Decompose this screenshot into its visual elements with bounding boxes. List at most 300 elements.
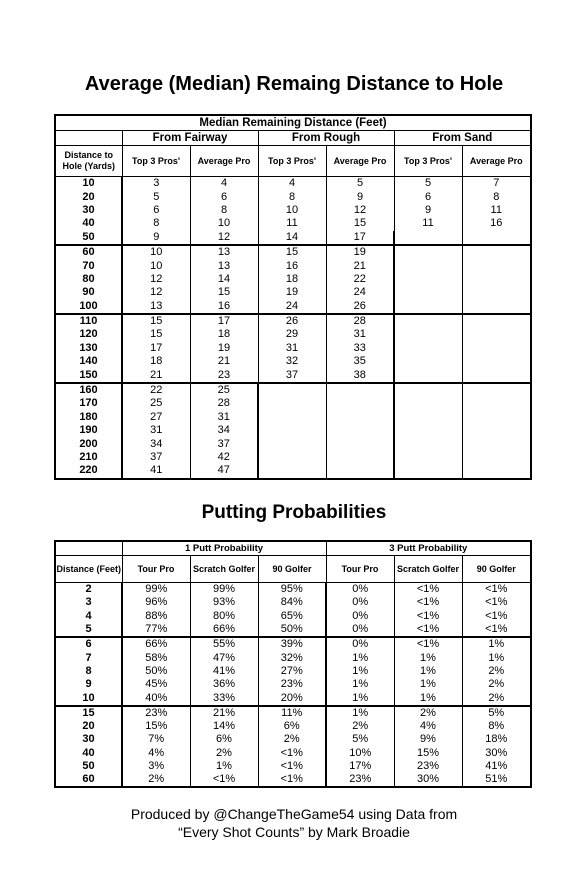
table-cell xyxy=(394,424,462,437)
table-cell: 50% xyxy=(258,623,326,637)
table-cell xyxy=(394,451,462,464)
table-cell: 38 xyxy=(326,368,394,382)
table-cell: 10 xyxy=(122,259,190,272)
table-cell: 1% xyxy=(326,691,394,705)
table-cell: 1% xyxy=(326,651,394,664)
distance-title: Average (Median) Remaing Distance to Hole xyxy=(84,73,504,95)
table-cell xyxy=(394,397,462,410)
table-cell: 18 xyxy=(122,355,190,368)
table-cell: <1% xyxy=(462,596,531,609)
footer-line-2: “Every Shot Counts” by Mark Broadie xyxy=(178,824,410,840)
col-header: Average Pro xyxy=(190,146,258,177)
table-row xyxy=(55,665,531,678)
table-cell: 27% xyxy=(258,665,326,678)
row-label: 100 xyxy=(55,300,122,314)
table-cell: 8 xyxy=(122,217,190,230)
table-cell xyxy=(462,245,531,259)
table-cell: 15% xyxy=(394,747,462,760)
table-cell xyxy=(462,314,531,328)
table-cell xyxy=(462,342,531,355)
table-cell: 66% xyxy=(190,623,258,637)
row-label: 80 xyxy=(55,273,122,286)
table-cell: 12 xyxy=(122,286,190,299)
row-label: 8 xyxy=(55,665,122,678)
row-label: 70 xyxy=(55,259,122,272)
group-sand: From Sand xyxy=(394,131,531,146)
group-rough: From Rough xyxy=(258,131,394,146)
table-cell: 8 xyxy=(190,204,258,217)
table-cell: 32 xyxy=(258,355,326,368)
row-label: 4 xyxy=(55,610,122,623)
col-header: Scratch Golfer xyxy=(394,556,462,583)
row-label: 150 xyxy=(55,368,122,382)
table-cell: 33% xyxy=(190,691,258,705)
table-cell: 2% xyxy=(462,665,531,678)
table-cell: 5% xyxy=(462,706,531,720)
row-label: 2 xyxy=(55,583,122,597)
putting-probability-table xyxy=(54,540,532,788)
table-cell: 6% xyxy=(258,720,326,733)
table-cell: 30% xyxy=(462,747,531,760)
table-cell: 35 xyxy=(326,355,394,368)
table-cell xyxy=(462,368,531,382)
table-cell: 2% xyxy=(326,720,394,733)
row-label: 110 xyxy=(55,314,122,328)
table-cell: 37 xyxy=(258,368,326,382)
table-cell: 0% xyxy=(326,637,394,651)
table-cell xyxy=(394,464,462,478)
table-cell: 10 xyxy=(190,217,258,230)
table-row xyxy=(55,328,531,341)
table-cell: 96% xyxy=(122,596,190,609)
table-cell: 88% xyxy=(122,610,190,623)
table-row xyxy=(55,760,531,773)
table-row xyxy=(55,691,531,705)
table-cell xyxy=(462,273,531,286)
table-cell xyxy=(258,424,326,437)
table-cell: 29 xyxy=(258,328,326,341)
group-3-putt: 3 Putt Probability xyxy=(326,541,531,556)
table-cell xyxy=(258,437,326,450)
row-label: 30 xyxy=(55,204,122,217)
table-cell: 9% xyxy=(394,733,462,746)
table-cell: 55% xyxy=(190,637,258,651)
table-cell: 18% xyxy=(462,733,531,746)
table-row xyxy=(55,411,531,424)
table-row xyxy=(55,464,531,478)
table-cell xyxy=(462,300,531,314)
table-cell: 32% xyxy=(258,651,326,664)
table-cell xyxy=(394,245,462,259)
row-label: 20 xyxy=(55,720,122,733)
table-cell xyxy=(394,342,462,355)
table-cell: <1% xyxy=(258,760,326,773)
table-cell: 15% xyxy=(122,720,190,733)
table-cell: 1% xyxy=(462,651,531,664)
row-label: 6 xyxy=(55,637,122,651)
table-cell: 8 xyxy=(462,190,531,203)
table-cell: 26 xyxy=(326,300,394,314)
table-row xyxy=(55,437,531,450)
table-cell: 14 xyxy=(190,273,258,286)
table-cell: 11 xyxy=(394,217,462,230)
table-row xyxy=(55,245,531,259)
row-label: 180 xyxy=(55,411,122,424)
table-cell: 31 xyxy=(258,342,326,355)
table-cell: 10% xyxy=(326,747,394,760)
table-cell xyxy=(462,464,531,478)
table-cell xyxy=(258,451,326,464)
table-cell: 12 xyxy=(190,231,258,245)
table-cell: 6 xyxy=(190,190,258,203)
row-label: 50 xyxy=(55,231,122,245)
table-cell: 2% xyxy=(462,678,531,691)
table-cell: 15 xyxy=(326,217,394,230)
table-cell: 21 xyxy=(326,259,394,272)
table-cell xyxy=(394,368,462,382)
table-cell: 9 xyxy=(326,190,394,203)
footer-credit xyxy=(0,805,588,841)
table-cell: 40% xyxy=(122,691,190,705)
table-cell xyxy=(326,464,394,478)
table-cell: 1% xyxy=(326,678,394,691)
table-cell: 1% xyxy=(394,691,462,705)
table-cell: 17 xyxy=(122,342,190,355)
table-cell: 2% xyxy=(122,773,190,787)
table-cell: 17 xyxy=(190,314,258,328)
putting-title: Putting Probabilities xyxy=(201,502,387,523)
col-header: Top 3 Pros' xyxy=(394,146,462,177)
table-cell: 9 xyxy=(122,231,190,245)
table-cell: 3% xyxy=(122,760,190,773)
table-cell xyxy=(258,397,326,410)
table-cell: 22 xyxy=(122,383,190,397)
table-cell xyxy=(394,437,462,450)
footer-line-1: Produced by @ChangeTheGame54 using Data from xyxy=(130,806,458,822)
table-cell: 80% xyxy=(190,610,258,623)
row-label: 5 xyxy=(55,623,122,637)
table-cell: 18 xyxy=(190,328,258,341)
table-cell: 5 xyxy=(122,190,190,203)
row-label: 60 xyxy=(55,773,122,787)
table-row xyxy=(55,706,531,720)
table-cell: 47% xyxy=(190,651,258,664)
table-cell: 23% xyxy=(394,760,462,773)
table-cell: 13 xyxy=(190,259,258,272)
table-cell xyxy=(394,314,462,328)
table-row xyxy=(55,300,531,314)
table-cell: 23% xyxy=(326,773,394,787)
table-cell: 47 xyxy=(190,464,258,478)
row-label: 60 xyxy=(55,245,122,259)
table-row xyxy=(55,651,531,664)
table-cell: 13 xyxy=(122,300,190,314)
row-label: 10 xyxy=(55,177,122,191)
table-cell xyxy=(258,383,326,397)
table-cell: 42 xyxy=(190,451,258,464)
remaining-distance-table xyxy=(54,114,532,480)
table-cell: 5% xyxy=(326,733,394,746)
table-cell: <1% xyxy=(258,773,326,787)
table-cell: 12 xyxy=(122,273,190,286)
table-cell xyxy=(394,286,462,299)
table-cell: <1% xyxy=(190,773,258,787)
table-cell xyxy=(394,273,462,286)
table-cell xyxy=(462,411,531,424)
table-row xyxy=(55,747,531,760)
blank-corner xyxy=(55,541,122,556)
table-cell: 1% xyxy=(394,678,462,691)
table-cell: 39% xyxy=(258,637,326,651)
table-cell: 50% xyxy=(122,665,190,678)
table-cell xyxy=(394,300,462,314)
table-cell: 65% xyxy=(258,610,326,623)
table-cell xyxy=(462,259,531,272)
table-cell: 19 xyxy=(258,286,326,299)
table-cell: 99% xyxy=(190,583,258,597)
table-cell: 0% xyxy=(326,583,394,597)
table-row xyxy=(55,733,531,746)
table-cell: 23% xyxy=(258,678,326,691)
table-cell: 77% xyxy=(122,623,190,637)
table-cell xyxy=(394,328,462,341)
table-cell: 11 xyxy=(462,204,531,217)
row-label: 120 xyxy=(55,328,122,341)
col-header: Tour Pro xyxy=(122,556,190,583)
table-cell: 41% xyxy=(462,760,531,773)
table-cell: 1% xyxy=(394,665,462,678)
table-cell xyxy=(394,383,462,397)
row-label-header: Distance (Feet) xyxy=(55,556,122,583)
col-header: Average Pro xyxy=(462,146,531,177)
table-cell: 4 xyxy=(190,177,258,191)
table-cell: 13 xyxy=(190,245,258,259)
row-label: 3 xyxy=(55,596,122,609)
table-cell: 21% xyxy=(190,706,258,720)
table-cell: 18 xyxy=(258,273,326,286)
table-row xyxy=(55,424,531,437)
table-cell: 2% xyxy=(190,747,258,760)
table-cell: 25 xyxy=(190,383,258,397)
table-row xyxy=(55,355,531,368)
table-row xyxy=(55,678,531,691)
table-row xyxy=(55,637,531,651)
table-row xyxy=(55,610,531,623)
group-fairway: From Fairway xyxy=(122,131,258,146)
row-label: 30 xyxy=(55,733,122,746)
table-cell xyxy=(462,397,531,410)
table-cell: 66% xyxy=(122,637,190,651)
table-row xyxy=(55,583,531,597)
table-row xyxy=(55,177,531,191)
table-cell: 8% xyxy=(462,720,531,733)
row-label-header: Distance to Hole (Yards) xyxy=(55,146,122,177)
table-row xyxy=(55,451,531,464)
col-header: 90 Golfer xyxy=(462,556,531,583)
table-cell: 99% xyxy=(122,583,190,597)
table-cell: 19 xyxy=(190,342,258,355)
table-cell: 26 xyxy=(258,314,326,328)
col-header: 90 Golfer xyxy=(258,556,326,583)
table-cell: 4% xyxy=(394,720,462,733)
table-cell xyxy=(462,383,531,397)
table-cell: 37 xyxy=(122,451,190,464)
table-row xyxy=(55,596,531,609)
table-row xyxy=(55,397,531,410)
row-label: 190 xyxy=(55,424,122,437)
table-cell: 10 xyxy=(122,245,190,259)
table-cell: 2% xyxy=(394,706,462,720)
table-cell: 17 xyxy=(326,231,394,245)
table-cell: 15 xyxy=(122,328,190,341)
table-row xyxy=(55,720,531,733)
table-cell xyxy=(258,464,326,478)
table-cell xyxy=(326,397,394,410)
table-cell: 8 xyxy=(258,190,326,203)
col-header: Scratch Golfer xyxy=(190,556,258,583)
table-cell: 1% xyxy=(462,637,531,651)
table-cell: 93% xyxy=(190,596,258,609)
table-row xyxy=(55,342,531,355)
table-cell: 23 xyxy=(190,368,258,382)
table-row xyxy=(55,217,531,230)
table-cell: 0% xyxy=(326,623,394,637)
table-cell: 23% xyxy=(122,706,190,720)
table-cell: <1% xyxy=(394,637,462,651)
table-cell xyxy=(462,231,531,245)
table-row xyxy=(55,231,531,245)
table-cell xyxy=(394,411,462,424)
row-label: 50 xyxy=(55,760,122,773)
table-cell: 36% xyxy=(190,678,258,691)
table-cell: 14 xyxy=(258,231,326,245)
table-cell: <1% xyxy=(258,747,326,760)
table-cell: <1% xyxy=(394,610,462,623)
table-cell: 0% xyxy=(326,596,394,609)
table-cell: 16 xyxy=(190,300,258,314)
table-row xyxy=(55,623,531,637)
table-cell: 2% xyxy=(258,733,326,746)
table-cell: 28 xyxy=(190,397,258,410)
table-cell: 51% xyxy=(462,773,531,787)
table-cell: 17% xyxy=(326,760,394,773)
table-cell: 1% xyxy=(190,760,258,773)
row-label: 220 xyxy=(55,464,122,478)
table-cell: 16 xyxy=(258,259,326,272)
row-label: 140 xyxy=(55,355,122,368)
table-cell: 28 xyxy=(326,314,394,328)
table-cell: 31 xyxy=(326,328,394,341)
table-cell: 4% xyxy=(122,747,190,760)
row-label: 15 xyxy=(55,706,122,720)
table-row xyxy=(55,286,531,299)
table-cell: 34 xyxy=(122,437,190,450)
table-row xyxy=(55,273,531,286)
table-cell: 31 xyxy=(122,424,190,437)
row-label: 90 xyxy=(55,286,122,299)
table-row xyxy=(55,383,531,397)
col-header: Top 3 Pros' xyxy=(258,146,326,177)
group-1-putt: 1 Putt Probability xyxy=(122,541,326,556)
table-cell: 9 xyxy=(394,204,462,217)
table-cell xyxy=(462,355,531,368)
table-row xyxy=(55,190,531,203)
table-cell: 31 xyxy=(190,411,258,424)
table-cell: 5 xyxy=(326,177,394,191)
table-cell xyxy=(326,424,394,437)
table-cell: 21 xyxy=(190,355,258,368)
table-cell: 15 xyxy=(122,314,190,328)
table-cell: 12 xyxy=(326,204,394,217)
table-cell xyxy=(462,424,531,437)
col-header: Top 3 Pros' xyxy=(122,146,190,177)
table-cell xyxy=(462,328,531,341)
table-cell: <1% xyxy=(462,583,531,597)
table-cell xyxy=(394,231,462,245)
table-cell: 6% xyxy=(190,733,258,746)
table-cell: 84% xyxy=(258,596,326,609)
row-label: 10 xyxy=(55,691,122,705)
table-cell xyxy=(394,259,462,272)
table-cell: 4 xyxy=(258,177,326,191)
table-cell xyxy=(326,451,394,464)
col-header: Average Pro xyxy=(326,146,394,177)
table-row xyxy=(55,204,531,217)
table-cell: <1% xyxy=(462,623,531,637)
table-cell: 25 xyxy=(122,397,190,410)
table-cell xyxy=(462,286,531,299)
table-cell: 21 xyxy=(122,368,190,382)
table-cell: <1% xyxy=(394,596,462,609)
table-cell: 24 xyxy=(326,286,394,299)
table-cell: 20% xyxy=(258,691,326,705)
table-cell: 58% xyxy=(122,651,190,664)
table-cell xyxy=(326,411,394,424)
row-label: 170 xyxy=(55,397,122,410)
table-row xyxy=(55,314,531,328)
table-cell: <1% xyxy=(394,583,462,597)
table-cell xyxy=(462,437,531,450)
table-cell: 2% xyxy=(462,691,531,705)
table-cell: 16 xyxy=(462,217,531,230)
table-row xyxy=(55,259,531,272)
table-cell: 34 xyxy=(190,424,258,437)
row-label: 9 xyxy=(55,678,122,691)
table-cell xyxy=(326,437,394,450)
table-cell: 15 xyxy=(258,245,326,259)
table-row xyxy=(55,773,531,787)
col-header: Tour Pro xyxy=(326,556,394,583)
row-label: 7 xyxy=(55,651,122,664)
table-cell: 30% xyxy=(394,773,462,787)
table-cell: 33 xyxy=(326,342,394,355)
table-cell: 37 xyxy=(190,437,258,450)
table-cell xyxy=(462,451,531,464)
table-cell: 0% xyxy=(326,610,394,623)
table-cell xyxy=(394,355,462,368)
table-cell: 22 xyxy=(326,273,394,286)
table-cell: 10 xyxy=(258,204,326,217)
table-cell: 1% xyxy=(326,665,394,678)
row-label: 40 xyxy=(55,747,122,760)
table-cell: 15 xyxy=(190,286,258,299)
table-cell: 5 xyxy=(394,177,462,191)
table-cell: 3 xyxy=(122,177,190,191)
table-cell: 1% xyxy=(394,651,462,664)
table-cell: 6 xyxy=(394,190,462,203)
table-cell: 11% xyxy=(258,706,326,720)
row-label: 20 xyxy=(55,190,122,203)
